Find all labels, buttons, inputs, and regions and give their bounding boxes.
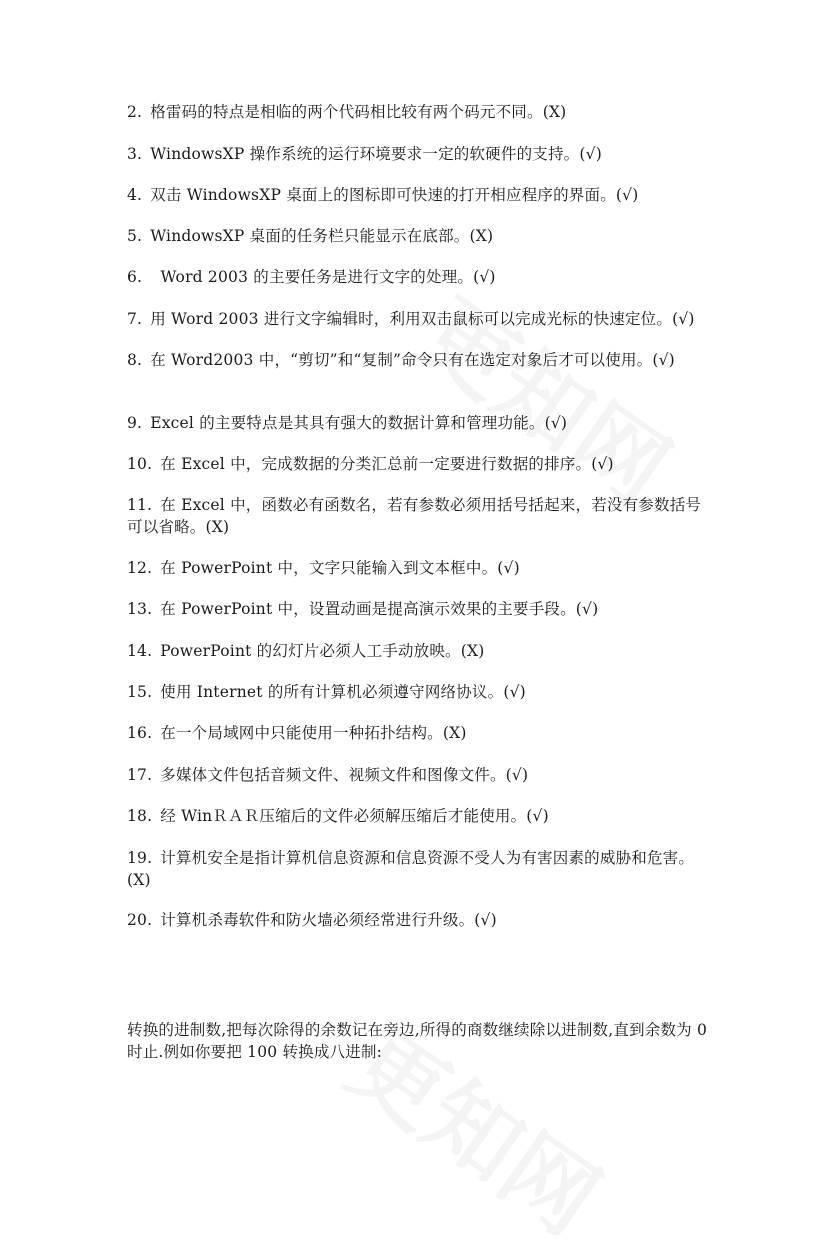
item-number: 19.: [127, 849, 153, 867]
item-text: 格雷码的特点是相临的两个代码相比较有两个码元不同。(X): [150, 103, 567, 121]
item-number: 16.: [127, 724, 153, 742]
list-item: [127, 184, 712, 206]
item-text: WindowsXP 桌面的任务栏只能显示在底部。(X): [150, 227, 494, 245]
list-item: [127, 308, 712, 330]
list-item: [127, 494, 712, 538]
watermark: [397, 263, 699, 529]
list-item: [127, 453, 712, 475]
item-text: 在 Excel 中，函数必有函数名，若有参数必须用括号括起来，若没有参数括号可以省略。(X): [127, 496, 702, 536]
list-item: [127, 557, 712, 579]
item-number: 4.: [127, 186, 143, 204]
list-item: [127, 722, 712, 744]
list-item: [127, 598, 712, 620]
item-number: 13.: [127, 600, 153, 618]
list-item: [127, 640, 712, 662]
list-item: [127, 764, 712, 786]
item-text: 计算机安全是指计算机信息资源和信息资源不受人为有害因素的威胁和危害。(X): [127, 849, 695, 889]
item-text: 双击 WindowsXP 桌面上的图标即可快速的打开相应程序的界面。(√): [150, 186, 639, 204]
item-number: 6.: [127, 268, 143, 286]
item-text: 计算机杀毒软件和防火墙必须经常进行升级。(√): [160, 911, 497, 929]
item-text: Excel 的主要特点是其具有强大的数据计算和管理功能。(√): [150, 414, 568, 432]
item-text: 在 PowerPoint 中，文字只能输入到文本框中。(√): [160, 559, 520, 577]
item-text: WindowsXP 操作系统的运行环境要求一定的软硬件的支持。(√): [150, 145, 602, 163]
item-number: 14.: [127, 642, 153, 660]
list-item: [127, 143, 712, 165]
item-number: 17.: [127, 766, 153, 784]
item-text: 在 PowerPoint 中，设置动画是提高演示效果的主要手段。(√): [160, 600, 599, 618]
item-text: 经 WinＲＡＲ压缩后的文件必须解压缩后才能使用。(√): [160, 807, 549, 825]
item-number: 2.: [127, 103, 143, 121]
list-item: [127, 225, 712, 247]
item-text: 使用 Internet 的所有计算机必须遵守网络协议。(√): [160, 683, 526, 701]
item-number: 3.: [127, 145, 143, 163]
item-text: 在一个局域网中只能使用一种拓扑结构。(X): [160, 724, 467, 742]
item-number: 8.: [127, 351, 143, 369]
list-item: [127, 847, 712, 891]
list-item: [127, 349, 712, 371]
item-number: 9.: [127, 414, 143, 432]
item-number: 10.: [127, 455, 153, 473]
item-number: 11.: [127, 496, 153, 514]
item-number: 20.: [127, 911, 153, 929]
list-item: [127, 412, 712, 434]
list-item: [127, 681, 712, 703]
footer-paragraph: 转换的进制数,把每次除得的余数记在旁边,所得的商数继续除以进制数,直到余数为 0 时止.例如你要把 100 转换成八进制:: [127, 1021, 708, 1061]
list-item: [127, 805, 712, 827]
item-text: 在 Excel 中，完成数据的分类汇总前一定要进行数据的排序。(√): [160, 455, 614, 473]
list-item: [127, 266, 712, 288]
list-item: [127, 909, 712, 931]
item-text: 用 Word 2003 进行文字编辑时，利用双击鼠标可以完成光标的快速定位。(√): [150, 310, 695, 328]
item-text: Word 2003 的主要任务是进行文字的处理。(√): [150, 268, 496, 286]
item-text: 多媒体文件包括音频文件、视频文件和图像文件。(√): [160, 766, 529, 784]
item-text: PowerPoint 的幻灯片必须人工手动放映。(X): [160, 642, 485, 660]
item-number: 18.: [127, 807, 153, 825]
list-item: [127, 101, 712, 123]
item-text: 在 Word2003 中，“剪切”和“复制”命令只有在选定对象后才可以使用。(√): [150, 351, 675, 369]
item-number: 5.: [127, 227, 143, 245]
item-number: 7.: [127, 310, 143, 328]
item-number: 15.: [127, 683, 153, 701]
item-number: 12.: [127, 559, 153, 577]
